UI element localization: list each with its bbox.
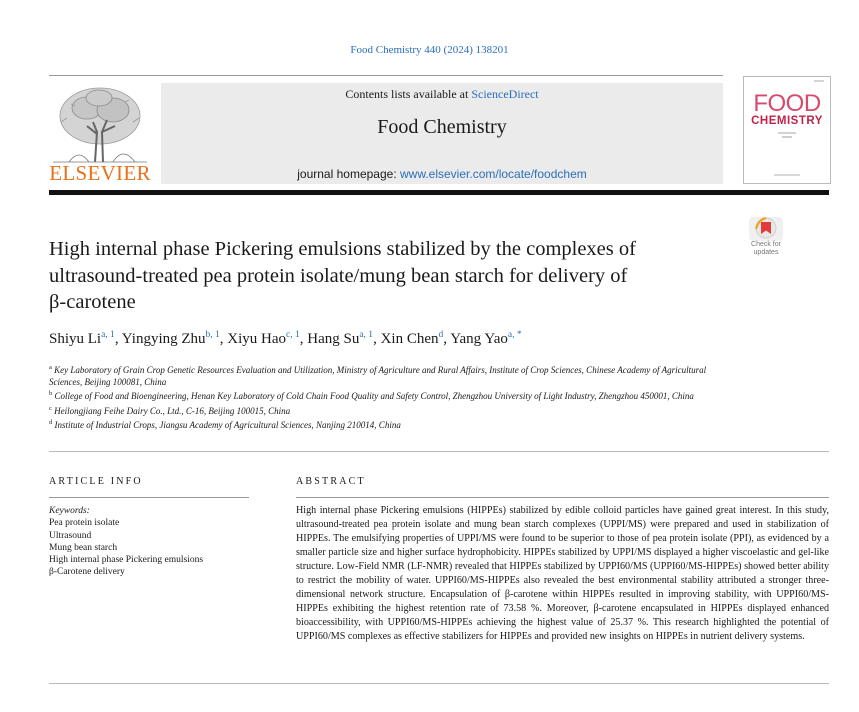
affiliation-text: Heilongjiang Feihe Dairy Co., Ltd., C-16, Beijing 100015, China: [54, 405, 291, 416]
contents-line: [161, 87, 723, 102]
author-affiliation-mark[interactable]: d: [438, 330, 444, 340]
author-separator: ,: [443, 331, 451, 347]
affiliation-mark: b: [49, 390, 53, 398]
header-top-rule: [49, 75, 723, 76]
author-name[interactable]: Yingying Zhu: [121, 331, 206, 347]
author-name[interactable]: Xin Chen: [380, 331, 439, 347]
article-title: [49, 236, 729, 316]
article-info-heading: ARTICLE INFO: [49, 476, 143, 487]
author-name[interactable]: Hang Su: [307, 331, 360, 347]
check-updates-line1: Check for: [751, 241, 781, 248]
journal-header-box: [161, 83, 723, 184]
affiliation-text: Key Laboratory of Grain Crop Genetic Resources Evaluation and Utilization, Ministry of Agriculture and Rural Affairs, Institute of Crop Sciences, Chinese Academy of Agricultural Sciences, Beijing 100081, China: [49, 365, 707, 388]
keyword-item: Pea protein isolate: [49, 518, 120, 529]
author-name[interactable]: Shiyu Li: [49, 331, 102, 347]
author-name[interactable]: Xiyu Hao: [227, 331, 287, 347]
keyword-item: β-Carotene delivery: [49, 567, 125, 578]
affiliation-mark: a: [49, 364, 52, 371]
section-divider: [49, 451, 829, 452]
author-affiliation-mark[interactable]: a, *: [507, 330, 522, 340]
author-affiliation-mark[interactable]: a, 1: [359, 330, 374, 340]
title-line-1: High internal phase Pickering emulsions stabilized by the complexes of: [49, 238, 636, 260]
title-line-3: β-carotene: [49, 291, 136, 313]
keywords-block: [49, 505, 269, 579]
abstract-heading: ABSTRACT: [296, 476, 366, 487]
author-list: [49, 330, 769, 348]
cover-title-chemistry: CHEMISTRY: [751, 115, 823, 127]
author-separator: ,: [219, 331, 228, 347]
affiliation-item: [49, 388, 739, 402]
cover-title-food: FOOD: [753, 90, 821, 117]
title-line-2: ultrasound-treated pea protein isolate/mung bean starch for delivery of: [49, 264, 628, 287]
affiliation-item: [49, 417, 739, 431]
check-updates-label: [737, 241, 795, 256]
author-name[interactable]: Yang Yao: [450, 331, 508, 347]
affiliation-mark: d: [49, 418, 53, 426]
affiliation-text: College of Food and Bioengineering, Henan Key Laboratory of Cold Chain Food Quality and Safety Control, Zhengzhou University of Light Industry, Zhengzhou 450001, China: [54, 391, 694, 402]
abstract-rule: [296, 497, 829, 498]
contents-prefix: Contents lists available at: [345, 87, 469, 101]
affiliation-item: [49, 362, 739, 388]
citation-link[interactable]: Food Chemistry 440 (2024) 138201: [350, 44, 509, 56]
affiliation-text: Institute of Industrial Crops, Jiangsu Academy of Agricultural Sciences, Nanjing 210014, China: [54, 419, 401, 430]
journal-cover-thumbnail[interactable]: [743, 76, 831, 184]
affiliation-mark: c: [49, 404, 52, 412]
abstract-text: High internal phase Pickering emulsions (HIPPEs) stabilized by edible colloid particles have gained great interest. In this study, ultrasound-treated pea protein isolate and mung bean starch complexes (UPPI/MS) were prepared and used in stabilization of HIPPEs. The emulsifying properties of UPPI/MS were found to be superior to those of pea protein isolate (PPI), as evidenced by a smaller particle size and higher surface hydrophobicity. HIPPEs stabilized by UPPI/MS displayed a higher viscoelastic and gel-like structure. Low-Field NMR (LF-NMR) revealed that HIPPEs stabilized by UPPI60/MS (UPPI60/MS-HIPPEs) showed better ability to restrict the mobility of water. UPPI60/MS-HIPPEs also revealed the best environmental stability attributed a stronger three-dimensional network structure. Encapsulation of β-carotene within HIPPEs resulted in improving stability, with UPPI60/MS-HIPPEs exhibiting the highest retention rate of 73.58 %. Moreover, β-carotene encapsulated in HIPPEs displayed enhanced bioaccessibility, with UPPI60/MS-HIPPEs achieving the highest value of 25.37 %. This research highlighted the potential of UPPI60/MS complexes as effective stabilizers for HIPPEs and provided new insights on HIPPEs in nutrient delivery systems.: [296, 505, 829, 642]
elsevier-logo: [49, 82, 151, 186]
journal-homepage-line: [161, 167, 723, 181]
author-separator: ,: [114, 331, 122, 347]
author-affiliation-mark[interactable]: a, 1: [101, 330, 115, 340]
elsevier-wordmark: ELSEVIER: [49, 161, 151, 185]
cover-decoration-icon: [744, 77, 830, 183]
bottom-divider: [49, 683, 829, 684]
affiliation-list: [49, 362, 739, 431]
keyword-item: Mung bean starch: [49, 542, 118, 553]
header-divider: [49, 190, 829, 195]
elsevier-tree-icon: [49, 82, 151, 164]
author-affiliation-mark[interactable]: b, 1: [205, 330, 220, 340]
check-updates-line2: updates: [753, 248, 779, 256]
journal-name: Food Chemistry: [377, 116, 507, 138]
author-separator: ,: [299, 331, 308, 347]
homepage-link[interactable]: www.elsevier.com/locate/foodchem: [400, 167, 587, 181]
keywords-label: Keywords:: [49, 506, 90, 516]
sciencedirect-link[interactable]: ScienceDirect: [471, 87, 539, 101]
homepage-prefix: journal homepage:: [297, 167, 397, 181]
article-info-rule: [49, 497, 249, 498]
keyword-item: Ultrasound: [49, 530, 92, 541]
author-separator: ,: [373, 331, 381, 347]
keyword-item: High internal phase Pickering emulsions: [49, 555, 204, 566]
author-affiliation-mark[interactable]: c, 1: [286, 330, 300, 340]
affiliation-item: [49, 403, 739, 417]
